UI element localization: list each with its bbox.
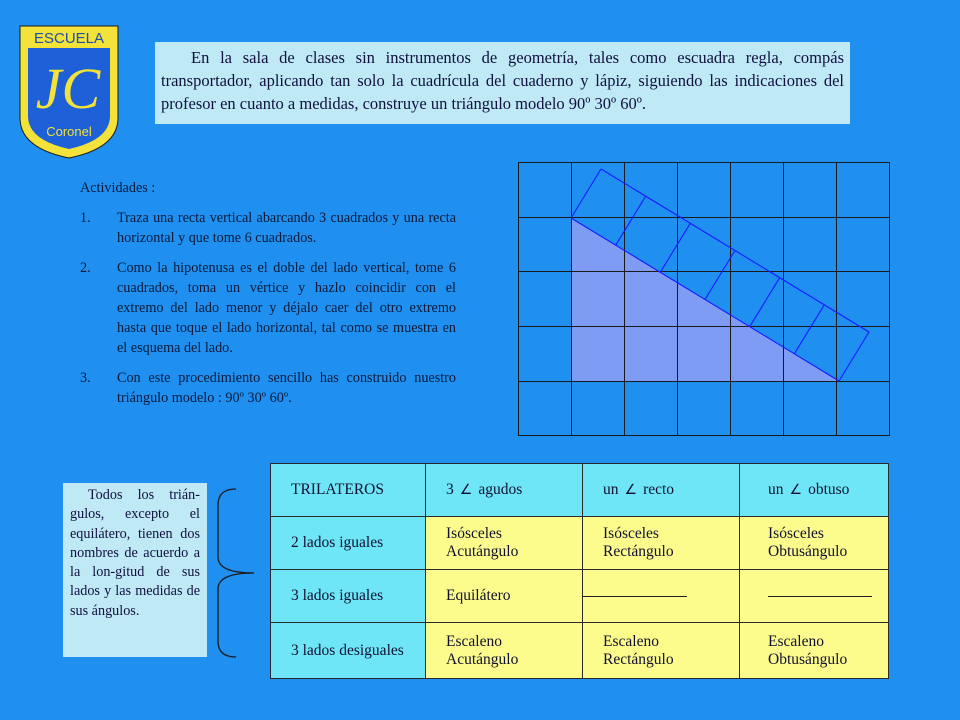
cell-line-1: Isósceles: [446, 525, 502, 542]
blank-line: [583, 596, 687, 597]
row-label: 3 lados desiguales: [271, 623, 426, 679]
left-brace-icon: [214, 487, 266, 659]
header-right-label: recto: [643, 481, 675, 498]
cell-line-2: Obtusángulo: [768, 650, 848, 668]
angle-symbol-icon: ∠: [789, 482, 803, 498]
cell-line-1: Escaleno: [603, 632, 659, 650]
header-obtuse: [740, 464, 889, 517]
header-right: [583, 464, 740, 517]
header-obtuse-count: un: [768, 481, 784, 498]
cell-line-2: Rectángulo: [603, 543, 674, 560]
logo-top-text: ESCUELA: [33, 30, 105, 47]
activity-item: [80, 208, 456, 248]
intro-box: [155, 42, 850, 124]
cell-isosceles-acute: [426, 517, 583, 570]
activity-text: Como la hipotenusa es el doble del lado vertical, tome 6 cuadrados, toma un vértice y hazlo coincidir con el extremo del lado menor y déjalo caer del otro extremo hasta que toque el lado horizontal, tal como se muestra en el esquema del lado.: [117, 260, 456, 356]
blank-line: [768, 596, 872, 597]
activities-section: [80, 178, 456, 418]
header-acute-label: agudos: [478, 481, 523, 498]
intro-text: En la sala de clases sin instrumentos de geometría, tales como escuadra regla, compás transportador, aplicando tan solo la cuadrícula del cuaderno y lápiz, siguiendo las indicaciones del profesor en cuanto a medidas, construye un triángulo modelo 90º 30º 60º.: [161, 48, 844, 113]
activity-item: [80, 258, 456, 358]
logo-monogram: JC: [35, 56, 101, 121]
activities-list: [80, 208, 456, 408]
cell-line-1: Equilátero: [446, 587, 511, 604]
cell-line-2: Acutángulo: [446, 543, 519, 560]
cell-line-1: Escaleno: [768, 632, 824, 650]
cell-isosceles-right: [583, 517, 740, 570]
cell-scalene-acute: [426, 623, 583, 679]
angle-symbol-icon: ∠: [624, 482, 638, 498]
header-obtuse-label: obtuso: [808, 481, 850, 498]
table-row: [271, 517, 889, 570]
note-text: Todos los trián-gulos, excepto el equilátero, tienen dos nombres de acuerdo a la lon-gitud de sus lados y las medidas de sus ángulos.: [70, 487, 200, 619]
cell-line-2: Acutángulo: [446, 650, 519, 668]
logo-bottom-text: Coronel: [46, 124, 92, 139]
cell-scalene-obtuse: [740, 623, 889, 679]
cell-line-1: Isósceles: [603, 525, 659, 542]
header-trilateros: TRILATEROS: [271, 464, 426, 517]
cell-line-2: Rectángulo: [603, 650, 674, 668]
header-right-count: un: [603, 481, 619, 498]
angle-symbol-icon: ∠: [459, 482, 473, 498]
note-box: [63, 483, 207, 657]
cell-equilateral: [426, 570, 583, 623]
activity-text: Con este procedimiento sencillo has construido nuestro triángulo modelo : 90º 30º 60º.: [117, 370, 456, 406]
header-acute-count: 3: [446, 481, 454, 498]
cell-empty-obtuse: [740, 570, 889, 623]
cell-line-2: Obtusángulo: [768, 543, 848, 560]
activity-number: 2.: [80, 260, 91, 276]
escuela-coronel-logo: [14, 20, 124, 160]
activity-item: [80, 368, 456, 408]
table-row: [271, 570, 889, 623]
activity-number: 3.: [80, 370, 91, 386]
row-label: 2 lados iguales: [271, 517, 426, 570]
cell-line-1: Escaleno: [446, 632, 502, 650]
cell-isosceles-obtuse: [740, 517, 889, 570]
row-label: 3 lados iguales: [271, 570, 426, 623]
activity-number: 1.: [80, 210, 91, 226]
cell-line-1: Isósceles: [768, 525, 824, 542]
triangle-construction-diagram: [518, 162, 892, 438]
header-acute: [426, 464, 583, 517]
table-row: [271, 623, 889, 679]
activities-title: Actividades :: [80, 180, 156, 196]
cell-scalene-right: [583, 623, 740, 679]
cell-empty-right: [583, 570, 740, 623]
triangle-classification-table: [270, 463, 889, 679]
table-header-row: [271, 464, 889, 517]
activity-text: Traza una recta vertical abarcando 3 cuadrados y una recta horizontal y que tome 6 cuadrados.: [117, 210, 456, 246]
